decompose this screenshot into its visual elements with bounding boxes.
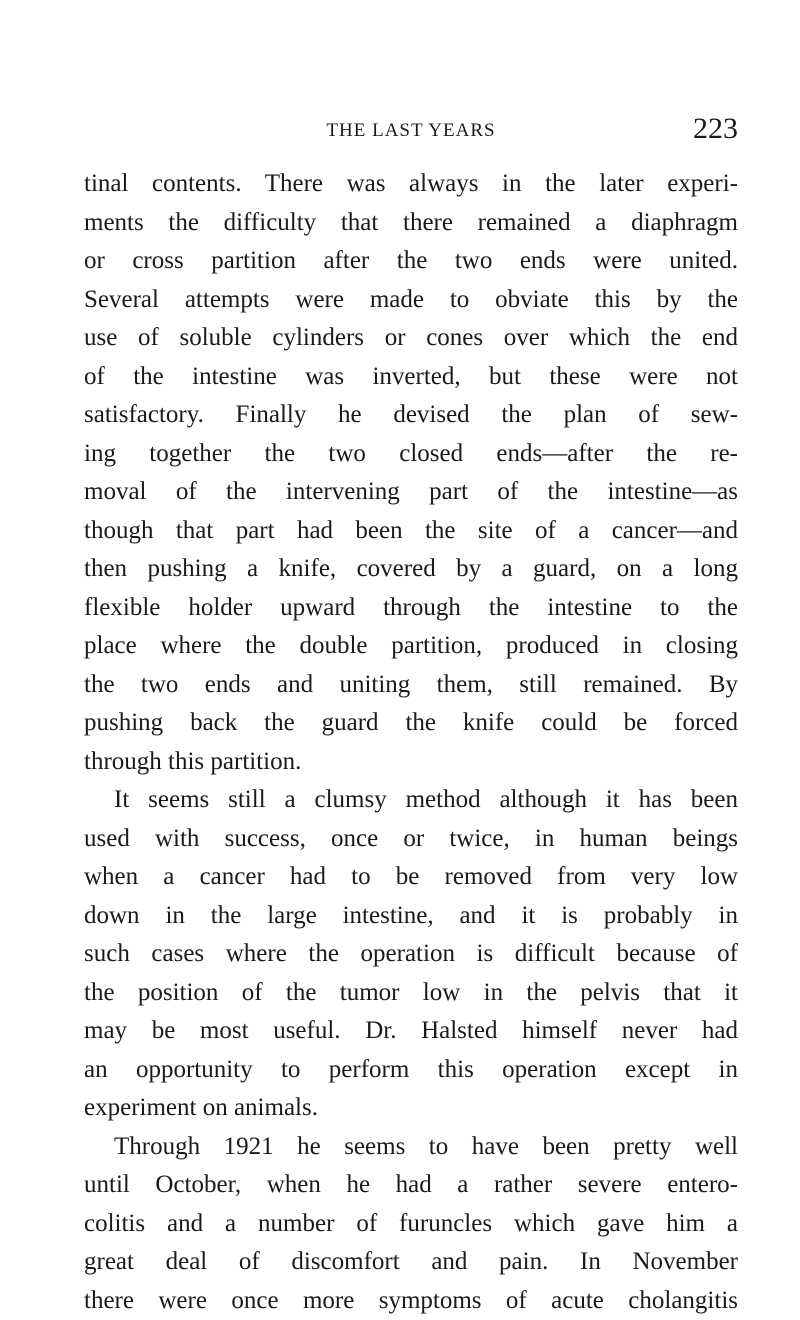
body-text	[84, 165, 738, 1320]
paragraph-end-line: experiment on animals.	[84, 1089, 738, 1128]
paragraph-start-line: It seems still a clumsy method although it has been	[84, 781, 738, 820]
text-line: ing together the two closed ends—after the re-	[84, 435, 738, 474]
text-line: when a cancer had to be removed from very low	[84, 858, 738, 897]
text-line: until October, when he had a rather severe entero-	[84, 1166, 738, 1205]
text-line: tinal contents. There was always in the later experi-	[84, 165, 738, 204]
running-title: THE LAST YEARS	[84, 116, 738, 146]
text-line: used with success, once or twice, in human beings	[84, 820, 738, 859]
page-number: 223	[693, 112, 738, 146]
running-head	[84, 116, 738, 146]
text-line: great deal of discomfort and pain. In November	[84, 1243, 738, 1282]
text-line: use of soluble cylinders or cones over which the end	[84, 319, 738, 358]
text-line: colitis and a number of furuncles which gave him a	[84, 1205, 738, 1244]
text-line: satisfactory. Finally he devised the plan of sew-	[84, 396, 738, 435]
text-line: though that part had been the site of a cancer—and	[84, 512, 738, 551]
text-line: place where the double partition, produced in closing	[84, 627, 738, 666]
paragraph-start-line: Through 1921 he seems to have been pretty well	[84, 1128, 738, 1167]
text-line: of the intestine was inverted, but these were not	[84, 358, 738, 397]
text-line: down in the large intestine, and it is probably in	[84, 897, 738, 936]
text-line: there were once more symptoms of acute cholangitis	[84, 1282, 738, 1320]
text-line: the two ends and uniting them, still remained. By	[84, 666, 738, 705]
text-line: pushing back the guard the knife could be forced	[84, 704, 738, 743]
text-line: or cross partition after the two ends were united.	[84, 242, 738, 281]
text-line: moval of the intervening part of the intestine—as	[84, 473, 738, 512]
text-line: Several attempts were made to obviate this by the	[84, 281, 738, 320]
text-line: the position of the tumor low in the pelvis that it	[84, 974, 738, 1013]
text-line: an opportunity to perform this operation except in	[84, 1051, 738, 1090]
text-line: may be most useful. Dr. Halsted himself never had	[84, 1012, 738, 1051]
text-line: then pushing a knife, covered by a guard, on a long	[84, 550, 738, 589]
text-line: ments the difficulty that there remained a diaphragm	[84, 204, 738, 243]
text-line: such cases where the operation is difficult because of	[84, 935, 738, 974]
text-line: flexible holder upward through the intestine to the	[84, 589, 738, 628]
paragraph-end-line: through this partition.	[84, 743, 738, 782]
